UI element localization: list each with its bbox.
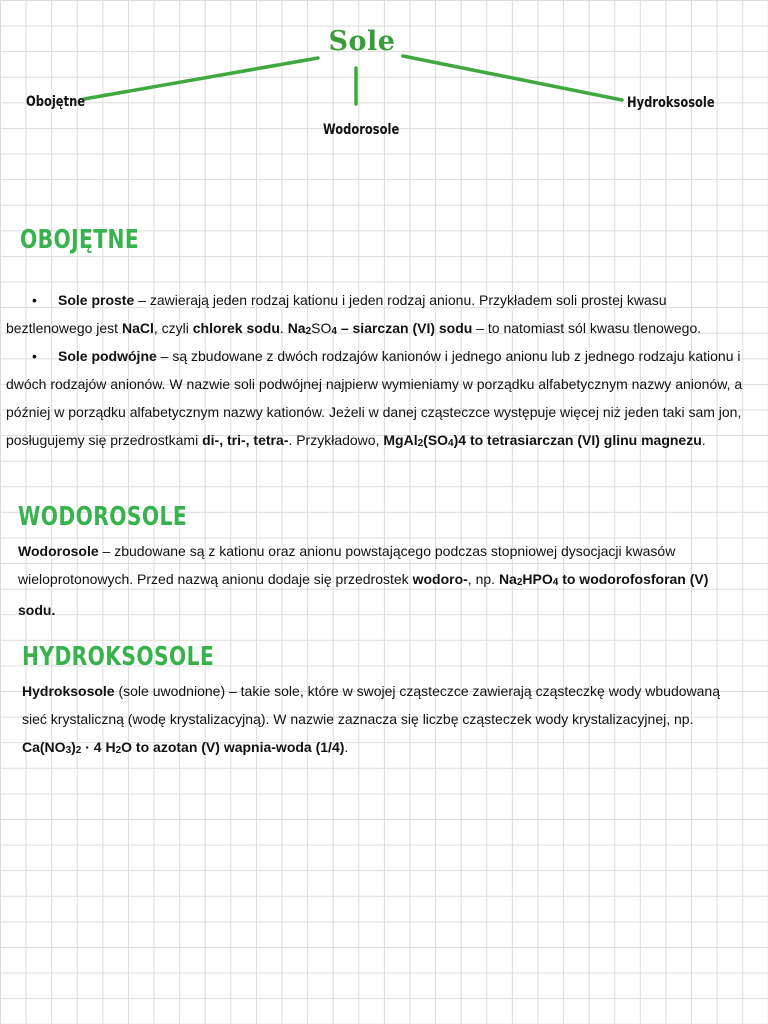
branch-label-obojetne: Obojętne [26, 94, 86, 110]
paragraph-sole-proste: • Sole proste – zawierają jeden rodzaj kationu i jeden rodzaj anionu. Przykładem soli prostej kwasu beztlenowego jest NaCl, czyli chlorek sodu. $Na_2SO_4$ – siarczan (VI) sodu – to natomiast sól kwasu tlenowego. [6, 286, 756, 345]
formula-na2hpo4: $Na_2HPO_4$ to wodorofosforan (V) sodu. [18, 571, 709, 618]
branch-label-wodorosole: Wodorosole [323, 122, 400, 138]
bullet-1: • [32, 292, 37, 308]
diagram-root-title: Sole [328, 26, 396, 57]
connector-right [403, 56, 622, 100]
formula-cano32: $Ca(NO_3)_2 \cdot 4$ $H_2O$ to azotan (V) wapnia-woda (1/4) [22, 739, 345, 756]
heading-obojetne: OBOJĘTNE [20, 225, 140, 255]
formula-na2so4: $Na_2SO_4$ – siarczan (VI) sodu [287, 320, 473, 337]
heading-wodorosole: WODOROSOLE [18, 502, 188, 532]
term-sole-proste: Sole proste [58, 292, 135, 308]
formula-mgal2so4: $MgAl_2(SO_4)4$ to tetrasiarczan (VI) glinu magnezu [383, 432, 702, 449]
paragraph-wodorosole: Wodorosole – zbudowane są z kationu oraz anionu powstającego podczas stopniowej dysocjacji kwasów wieloprotonowych. Przed nazwą anionu dodaje się przedrostek wodoro-, np. $Na_2HPO_4$ to wodorofosforan (V) sodu. [18, 543, 709, 618]
bullet-2: • [32, 348, 37, 364]
heading-hydroksosole: HYDROKSOSOLE [22, 642, 215, 672]
term-wodorosole: Wodorosole [18, 543, 99, 559]
paragraph-sole-podwojne: • Sole podwójne – są zbudowane z dwóch rodzajów kanionów i jednego anionu lub z jednego rodzaju kationu i dwóch rodzajów anionów. W nazwie soli podwójnej najpierw wymieniamy w porządku alfabetycznym nazwy anionów, a później w porządku alfabetycznym nazwy kationów. Jeżeli w danej cząsteczce występuje więcej niż jeden taki sam jon, posługujemy się przedrostkami di-, tri-, tetra-. Przykładowo, $MgAl_2(SO_4)4$ to tetrasiarczan (VI) glinu magnezu. [6, 342, 751, 457]
term-sole-podwojne: Sole podwójne [58, 348, 157, 364]
branch-label-hydroksosole: Hydroksosole [627, 95, 715, 111]
connector-left [84, 58, 318, 99]
term-hydroksosole: Hydroksosole [22, 683, 115, 699]
paragraph-hydroksosole: Hydroksosole (sole uwodnione) – takie sole, które w swojej cząsteczce zawierają cząsteczkę wody wbudowaną sieć krystaliczną (wodę krystalizacyjną). W nazwie zaznacza się liczbę cząsteczek wody krystalizacyjnej, np. $Ca(NO_3)_2 \cdot 4$ $H_2O$ to azotan (V) wapnia-woda (1/4). [22, 683, 720, 756]
